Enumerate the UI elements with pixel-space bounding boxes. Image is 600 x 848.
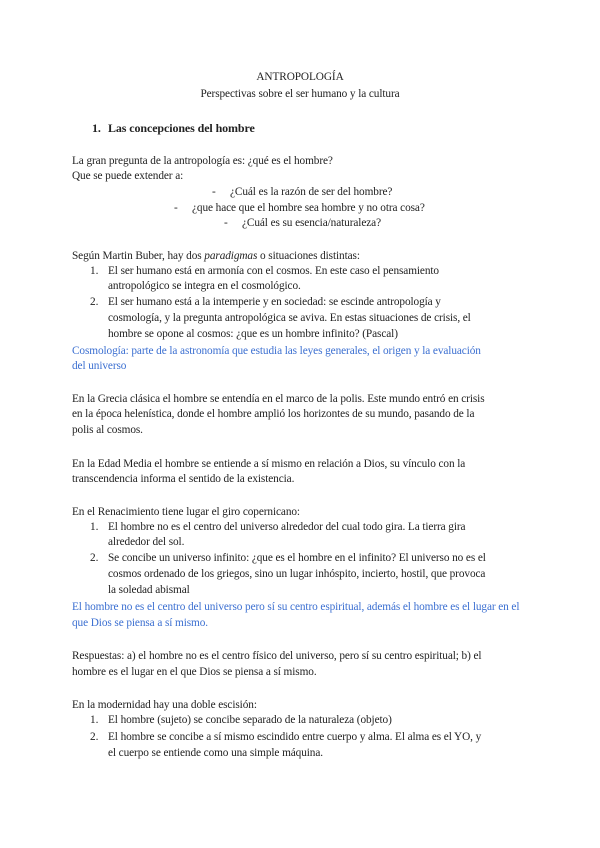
renacimiento-item-1-line-2: alrededor del sol.	[108, 536, 185, 548]
renacimiento-lead: En el Renacimiento tiene lugar el giro copernicano:	[72, 506, 300, 518]
buber-item-1-line-2: antropológico se integra en el cosmológico.	[108, 280, 301, 292]
buber-item-2-number: 2.	[90, 296, 99, 308]
buber-item-2-line-1: El ser humano está a la intemperie y en sociedad: se escinde antropología y	[108, 296, 441, 308]
buber-item-2-line-2: cosmología, y la pregunta antropológica se aviva. En estas situaciones de crisis, el	[108, 312, 471, 324]
modernidad-item-2-number: 2.	[90, 731, 99, 743]
grecia-line-2: en la época helenística, donde el hombre amplió los horizontes de su mundo, pasando de la	[72, 408, 475, 420]
respuestas-line-1: Respuestas: a) el hombre no es el centro físico del universo, pero sí su centro espiritual; b) el	[72, 650, 482, 662]
renacimiento-item-1-number: 1.	[90, 521, 99, 533]
renacimiento-item-2-line-1: Se concibe un universo infinito: ¿que es el hombre en el infinito? El universo no es el	[108, 552, 486, 564]
buber-item-1-number: 1.	[90, 265, 99, 277]
document-subtitle: Perspectivas sobre el ser humano y la cultura	[200, 88, 400, 100]
renacimiento-note-line-2: que Dios se piensa a sí mismo.	[72, 617, 208, 629]
renacimiento-item-2-number: 2.	[90, 552, 99, 564]
question-3: ¿Cuál es su esencia/naturaleza?	[242, 217, 381, 229]
cosmologia-note-line-1: Cosmología: parte de la astronomía que estudia las leyes generales, el origen y la evaluación	[72, 345, 481, 357]
modernidad-item-1-number: 1.	[90, 714, 99, 726]
buber-item-1-line-1: El ser humano está en armonía con el cosmos. En este caso el pensamiento	[108, 265, 439, 277]
grecia-line-1: En la Grecia clásica el hombre se entendía en el marco de la polis. Este mundo entró en crisis	[72, 393, 485, 405]
modernidad-item-2-line-2: el cuerpo se entiende como una simple máquina.	[108, 747, 323, 759]
buber-lead: Según Martin Buber, hay dos paradigmas o situaciones distintas:	[72, 250, 360, 262]
renacimiento-item-1-line-1: El hombre no es el centro del universo alrededor del cual todo gira. La tierra gira	[108, 521, 466, 533]
grecia-line-3: polis al cosmos.	[72, 424, 143, 436]
question-dash-1: -	[212, 186, 216, 198]
question-2: ¿que hace que el hombre sea hombre y no otra cosa?	[192, 202, 425, 214]
modernidad-lead: En la modernidad hay una doble escisión:	[72, 699, 257, 711]
intro-line-1: La gran pregunta de la antropología es: ¿qué es el hombre?	[72, 155, 333, 167]
intro-line-2: Que se puede extender a:	[72, 170, 184, 182]
question-1: ¿Cuál es la razón de ser del hombre?	[230, 186, 393, 198]
modernidad-item-2-line-1: El hombre se concibe a sí mismo escindido entre cuerpo y alma. El alma es el YO, y	[108, 731, 482, 743]
question-dash-3: -	[224, 217, 228, 229]
respuestas-line-2: hombre es el lugar en el que Dios se piensa a sí mismo.	[72, 666, 317, 678]
buber-item-2-line-3: hombre se opone al cosmos: ¿que es un hombre infinito? (Pascal)	[108, 328, 398, 340]
renacimiento-item-2-line-3: la soledad abismal	[108, 584, 190, 596]
document-title: ANTROPOLOGÍA	[256, 71, 344, 83]
section-number: 1.	[92, 121, 101, 135]
cosmologia-note-line-2: del universo	[72, 360, 127, 372]
edad-media-line-1: En la Edad Media el hombre se entiende a sí mismo en relación a Dios, su vínculo con la	[72, 458, 466, 470]
modernidad-item-1-line-1: El hombre (sujeto) se concibe separado de la naturaleza (objeto)	[108, 714, 392, 726]
renacimiento-item-2-line-2: cosmos ordenado de los griegos, sino un lugar inhóspito, incierto, hostil, que provoca	[108, 568, 486, 580]
section-heading: Las concepciones del hombre	[108, 121, 255, 135]
renacimiento-note-line-1: El hombre no es el centro del universo pero sí su centro espiritual, además el hombre es el lugar en el	[72, 601, 520, 613]
question-dash-2: -	[174, 202, 178, 214]
edad-media-line-2: transcendencia informa el sentido de la existencia.	[72, 473, 295, 485]
